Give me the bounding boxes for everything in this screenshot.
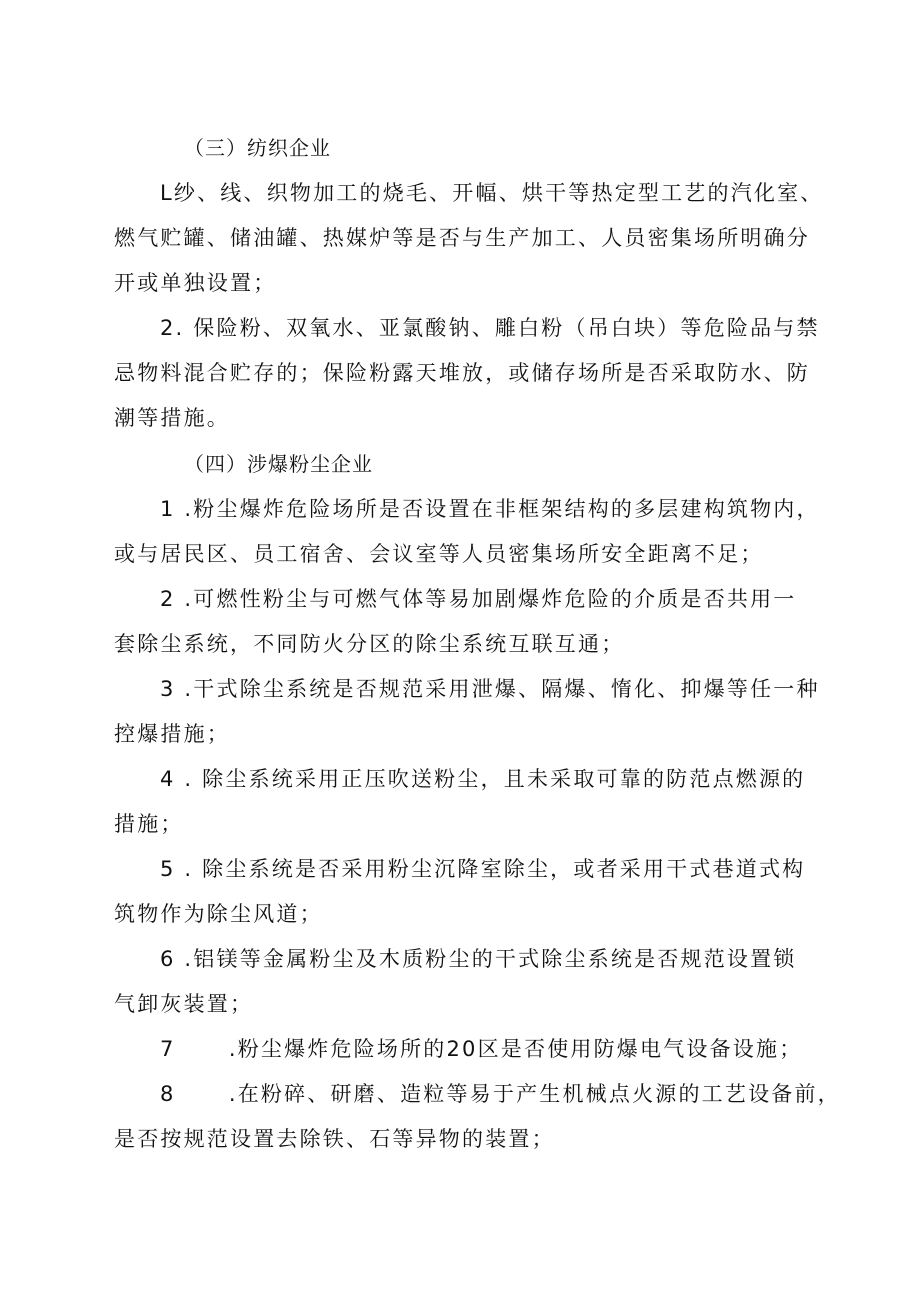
section-heading-dust: （四）涉爆粉尘企业	[184, 452, 373, 476]
text-line: 气卸灰装置；	[114, 992, 254, 1016]
paragraph-dust-2	[114, 577, 814, 667]
paragraph-textile-2	[114, 306, 820, 441]
text-line: 3 .干式除尘系统是否规范采用泄爆、隔爆、惰化、抑爆等任一种	[160, 677, 820, 701]
text-line: L纱、线、织物加工的烧毛、开幅、烘干等热定型工艺的汽化室、	[160, 181, 824, 205]
text-line: 燃气贮罐、储油罐、热媒炉等是否与生产加工、人员密集场所明确分	[114, 226, 810, 250]
text-line: 8 .在粉碎、研磨、造粒等易于产生机械点火源的工艺设备前，	[160, 1082, 841, 1106]
paragraph-textile-1	[114, 171, 824, 306]
paragraph-dust-4	[114, 757, 814, 847]
text-line: 5 . 除尘系统是否采用粉尘沉降室除尘，或者采用干式巷道式构	[160, 857, 806, 881]
text-line: 4 . 除尘系统采用正压吹送粉尘，且未采取可靠的防范点燃源的	[160, 767, 806, 791]
paragraph-dust-3	[114, 667, 820, 757]
paragraph-dust-1	[114, 487, 820, 577]
text-line: 套除尘系统，不同防火分区的除尘系统互联互通；	[114, 632, 625, 656]
paragraph-dust-7	[114, 1027, 814, 1072]
text-line: 措施；	[114, 812, 184, 836]
paragraph-dust-5	[114, 847, 814, 937]
text-line: 忌物料混合贮存的；保险粉露天堆放，或储存场所是否采取防水、防	[114, 361, 810, 385]
section-heading-textile: （三）纺织企业	[184, 136, 331, 160]
text-line: 7 .粉尘爆炸危险场所的20区是否使用防爆电气设备设施；	[160, 1037, 803, 1061]
text-line: 或与居民区、员工宿舍、会议室等人员密集场所安全距离不足；	[114, 542, 764, 566]
paragraph-dust-8	[114, 1072, 841, 1162]
text-line: 控爆措施；	[114, 722, 230, 746]
document-body	[114, 125, 841, 1162]
text-line: 开或单独设置；	[114, 271, 277, 295]
paragraph-dust-6	[114, 937, 814, 1027]
text-line: 筑物作为除尘风道；	[114, 902, 323, 926]
text-line: 6 .铝镁等金属粉尘及木质粉尘的干式除尘系统是否规范设置锁	[160, 947, 797, 971]
text-line: 1 .粉尘爆炸危险场所是否设置在非框架结构的多层建构筑物内，	[160, 497, 820, 521]
text-line: 2 .可燃性粉尘与可燃气体等易加剧爆炸危险的介质是否共用一	[160, 587, 797, 611]
text-line: 2. 保险粉、双氧水、亚氯酸钠、雕白粉（吊白块）等危险品与禁	[160, 316, 820, 340]
text-line: 潮等措施。	[114, 406, 230, 430]
text-line: 是否按规范设置去除铁、石等异物的装置；	[114, 1127, 555, 1151]
